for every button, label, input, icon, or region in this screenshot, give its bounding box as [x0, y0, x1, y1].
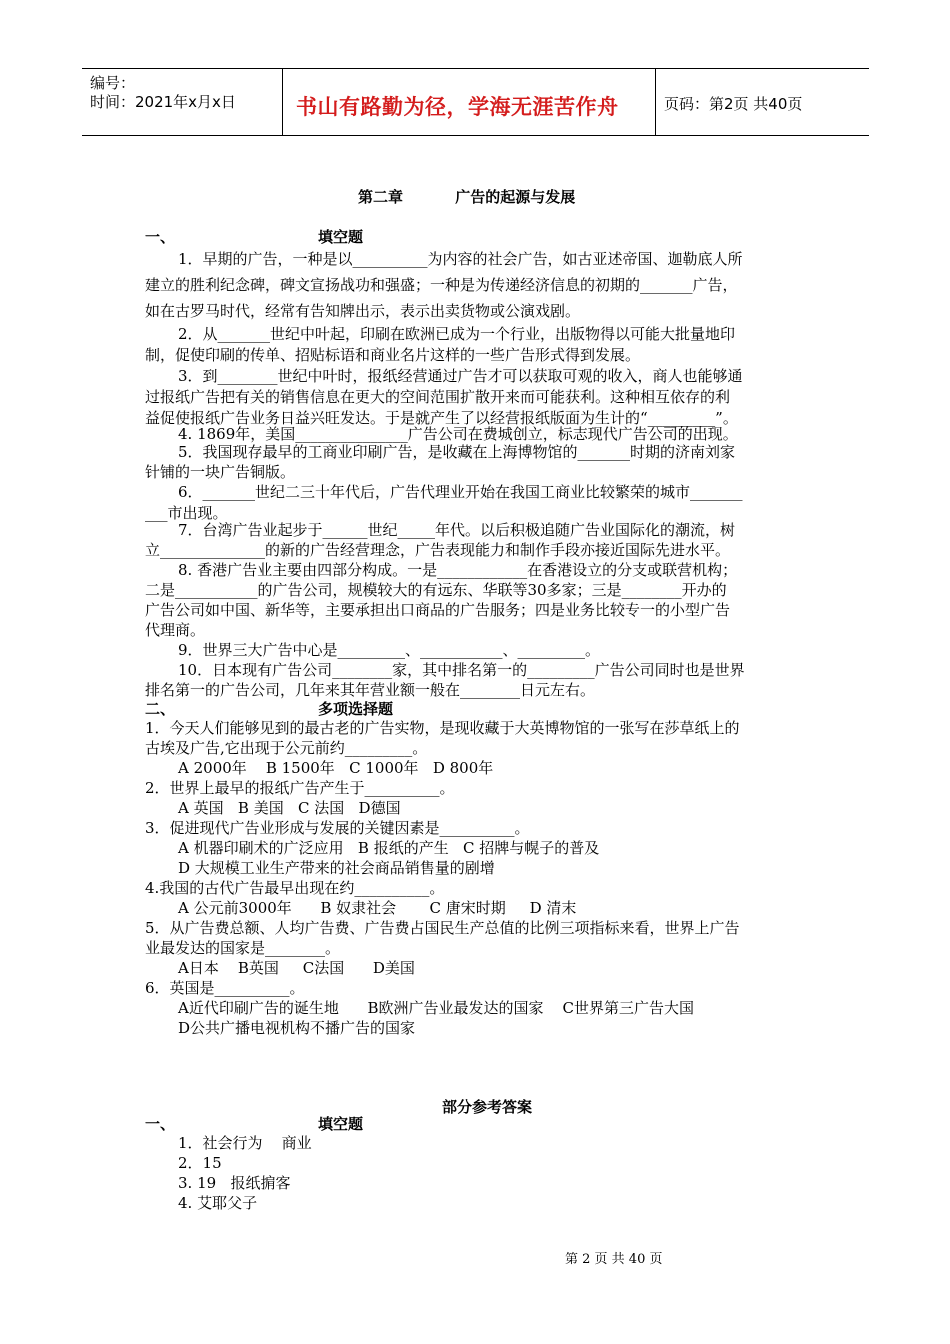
choice-question-line: 3．促进现代广告业形成与发展的关键因素是__________。 — [145, 819, 530, 837]
answer-line: 3. 19 报纸掮客 — [178, 1174, 291, 1192]
section-1-number: 一、 — [145, 228, 176, 246]
choice-question-line: A近代印刷广告的诞生地 B欧洲广告业最发达的国家 C世界第三广告大国 — [178, 999, 695, 1017]
fill-question-line: 4. 1869年，美国_______________广告公司在费城创立，标志现代广告公司的出现。 — [178, 425, 738, 443]
choice-question-line: 古埃及广告,它出现于公元前约_________。 — [145, 739, 428, 757]
fill-question-line: 立______________的新的广告经营理念，广告表现能力和制作手段亦接近国际先进水平。 — [145, 541, 731, 559]
header-motto: 书山有路勤为径，学海无涯苦作舟 — [296, 95, 619, 119]
fill-question-line: 6．_______世纪二三十年代后，广告代理业开始在我国工商业比较繁荣的城市_______ — [178, 483, 743, 501]
answer-line: 4. 艾耶父子 — [178, 1194, 258, 1212]
choice-question-line: 6．英国是__________。 — [145, 979, 305, 997]
fill-question-line: 制，促使印刷的传单、招贴标语和商业名片这样的一些广告形式得到发展。 — [145, 346, 641, 364]
fill-question-line: 3．到________世纪中叶时，报纸经营通过广告才可以获取可观的收入，商人也能够通 — [178, 367, 743, 385]
fill-question-line: 代理商。 — [145, 621, 206, 639]
choice-question-line: A 公元前3000年 B 奴隶社会 C 唐宋时期 D 清末 — [178, 899, 577, 917]
fill-question-line: 5．我国现存最早的工商业印刷广告，是收藏在上海博物馆的_______时期的济南刘家 — [178, 443, 736, 461]
answer-line: 1．社会行为 商业 — [178, 1134, 312, 1152]
choice-question-line: 5．从广告费总额、人均广告费、广告费占国民生产总值的比例三项指标来看，世界上广告 — [145, 919, 740, 937]
doc-number-label: 编号： — [90, 74, 136, 92]
answer-line: 2．15 — [178, 1154, 222, 1172]
choice-question-line: D公共广播电视机构不播广告的国家 — [178, 1019, 416, 1037]
fill-question-line: 建立的胜利纪念碑，碑文宣扬战功和强盛；一种是为传递经济信息的初期的_______广告， — [145, 276, 738, 294]
fill-question-line: 7．台湾广告业起步于______世纪_____年代。以后积极追随广告业国际化的潮流，树 — [178, 521, 736, 539]
choice-question-line: A日本 B英国 C法国 D美国 — [178, 959, 415, 977]
page-indicator: 页码：第2页 共40页 — [664, 95, 803, 113]
fill-question-line: 如在古罗马时代，经常有告知牌出示，表示出卖货物或公演戏剧。 — [145, 302, 581, 320]
choice-question-line: 4.我国的古代广告最早出现在约__________。 — [145, 879, 445, 897]
fill-question-line: 8. 香港广告业主要由四部分构成。一是____________在香港设立的分支或联营机构； — [178, 561, 738, 579]
section-3-title: 填空题 — [318, 1115, 364, 1133]
fill-question-line: ___市出现。 — [145, 504, 228, 522]
fill-question-line: 10．日本现有广告公司________家，其中排名第一的_________广告公司同时也是世界 — [178, 661, 745, 679]
fill-question-line: 广告公司如中国、新华等，主要承担出口商品的广告服务；四是业务比较专一的小型广告 — [145, 601, 731, 619]
choice-question-line: A 机器印刷术的广泛应用 B 报纸的产生 C 招牌与幌子的普及 — [178, 839, 600, 857]
choice-question-line: 2．世界上最早的报纸广告产生于__________。 — [145, 779, 455, 797]
doc-time-label: 时间：2021年x月x日 — [90, 93, 236, 111]
choice-question-line: D 大规模工业生产带来的社会商品销售量的剧增 — [178, 859, 495, 877]
header-bottom-rule — [82, 135, 869, 136]
page-footer: 第 2 页 共 40 页 — [565, 1252, 663, 1267]
chapter-title: 第二章 广告的起源与发展 — [358, 188, 576, 206]
fill-question-line: 排名第一的广告公司，几年来其年营业额一般在________日元左右。 — [145, 681, 596, 699]
header-top-rule — [82, 68, 869, 69]
section-2-number: 二、 — [145, 700, 176, 718]
choice-question-line: 1．今天人们能够见到的最古老的广告实物，是现收藏于大英博物馆的一张写在莎草纸上的 — [145, 719, 740, 737]
section-2-title: 多项选择题 — [318, 700, 394, 718]
fill-question-line: 1．早期的广告，一种是以__________为内容的社会广告，如古亚述帝国、迦勒底人所 — [178, 250, 743, 268]
fill-question-line: 针铺的一块广告铜版。 — [145, 463, 296, 481]
fill-question-line: 二是___________的广告公司，规模较大的有远东、华联等30多家；三是________开办的 — [145, 581, 727, 599]
fill-question-line: 9．世界三大广告中心是_________、___________、_________。 — [178, 641, 601, 659]
choice-question-line: A 英国 B 美国 C 法国 D德国 — [178, 799, 401, 817]
fill-question-line: 2．从_______世纪中叶起，印刷在欧洲已成为一个行业，出版物得以可能大批量地印 — [178, 325, 736, 343]
header-divider-right — [655, 68, 656, 135]
choice-question-line: 业最发达的国家是________。 — [145, 939, 341, 957]
fill-question-line: 益促使报纸广告业务日益兴旺发达。于是就产生了以经营报纸版面为生计的“_________”。 — [145, 409, 738, 427]
fill-question-line: 过报纸广告把有关的销售信息在更大的空间范围扩散开来而可能获利。这种相互依存的利 — [145, 388, 731, 406]
header-divider-left — [282, 68, 283, 135]
choice-question-line: A 2000年 B 1500年 C 1000年 D 800年 — [178, 759, 494, 777]
section-1-title: 填空题 — [318, 228, 364, 246]
section-3-number: 一、 — [145, 1115, 176, 1133]
answers-title: 部分参考答案 — [442, 1098, 533, 1116]
